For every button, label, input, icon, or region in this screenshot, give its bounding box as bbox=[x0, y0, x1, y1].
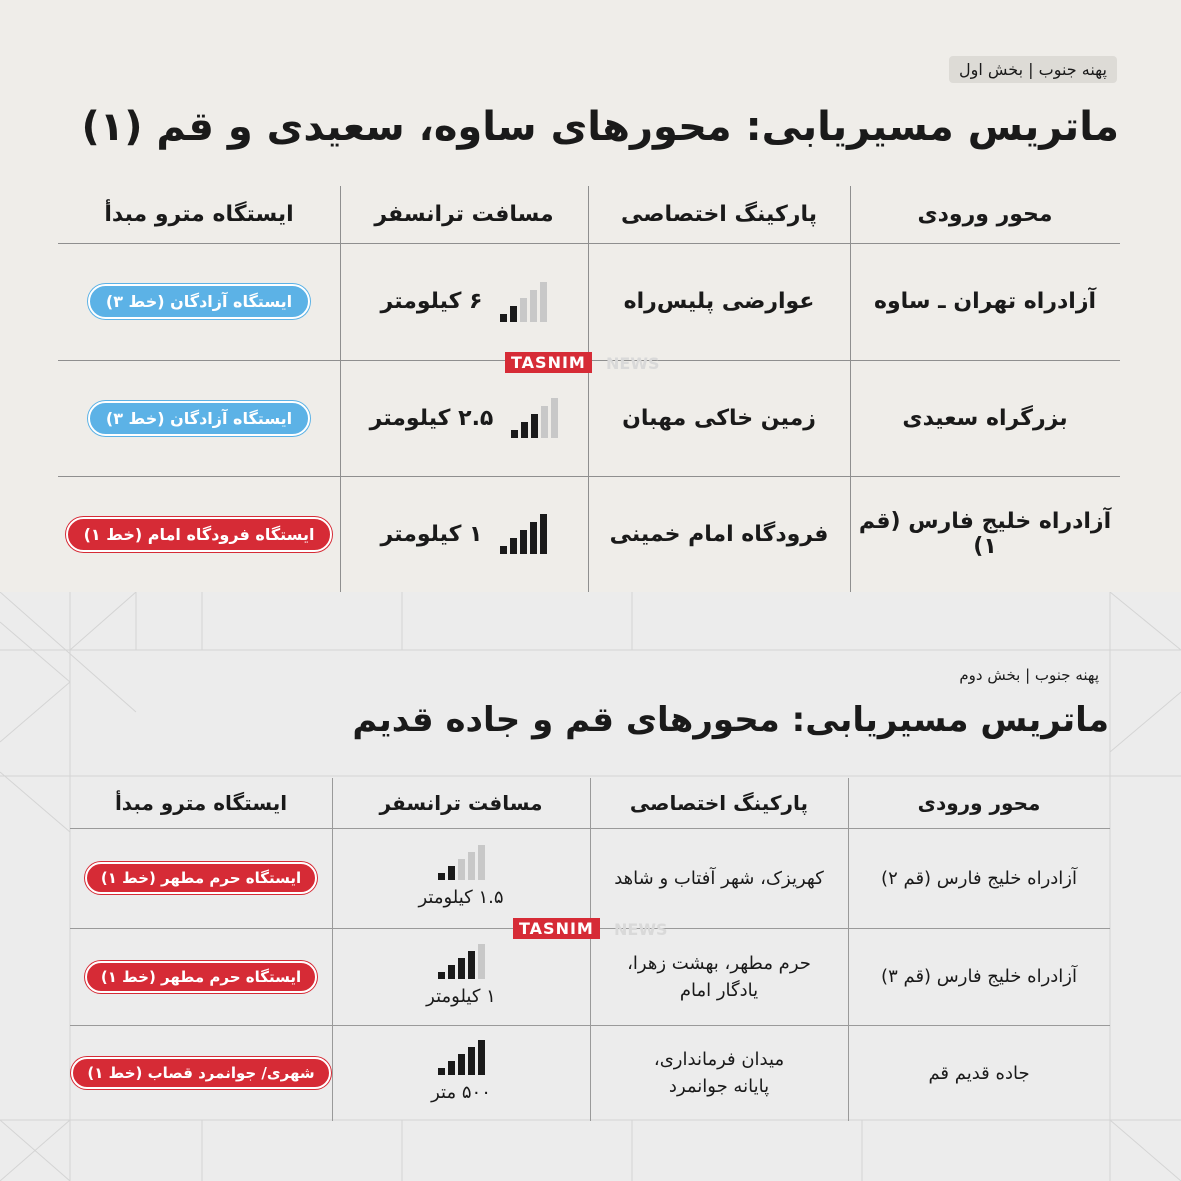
watermark-logo: TASNIM bbox=[505, 352, 592, 373]
header-axis: محور ورودی bbox=[917, 202, 1053, 227]
header-parking: پارکینگ اختصاصی bbox=[629, 791, 809, 815]
part1-tag: پهنه جنوب | بخش اول bbox=[949, 56, 1117, 83]
p2-row1-parking: کهریزک، شهر آفتاب و شاهد bbox=[614, 867, 824, 889]
p2-row1-distance-cell bbox=[332, 828, 590, 928]
row1-parking: عوارضی پلیس‌راه bbox=[623, 289, 815, 314]
signal-bars-icon bbox=[500, 282, 547, 322]
header-distance: مسافت ترانسفر bbox=[379, 791, 543, 815]
row2-axis: بزرگراه سعیدی bbox=[902, 405, 1068, 431]
p2-row3-distance: ۵۰۰ متر bbox=[431, 1082, 491, 1103]
signal-bar bbox=[438, 972, 445, 979]
p2-row3-parking-line2: پایانه جوانمرد bbox=[668, 1076, 770, 1097]
row2-station-pill: ایستگاه آزادگان (خط ۳) bbox=[88, 401, 310, 436]
p2-row3-axis: جاده قدیم قم bbox=[928, 1062, 1030, 1084]
row1-distance: ۶ کیلومتر bbox=[380, 289, 483, 314]
p2-row3-parking-cell bbox=[590, 1025, 848, 1121]
signal-bar bbox=[551, 398, 558, 438]
header-station: ایستگاه مترو مبدأ bbox=[104, 202, 294, 227]
p2-row3-station-cell bbox=[70, 1025, 332, 1121]
row3-station-cell bbox=[58, 476, 340, 592]
signal-bar bbox=[468, 852, 475, 880]
p2-row3-distance-cell bbox=[332, 1025, 590, 1121]
signal-bar bbox=[540, 514, 547, 554]
header-distance: مسافت ترانسفر bbox=[374, 202, 554, 227]
p2-row2-distance: ۱ کیلومتر bbox=[426, 985, 496, 1007]
header-station: ایستگاه مترو مبدأ bbox=[114, 791, 288, 815]
part1-title: ماتریس مسیریابی: محورهای ساوه، سعیدی و قم (۱) bbox=[81, 104, 1119, 150]
row3-parking: فرودگاه امام خمینی bbox=[609, 521, 829, 547]
row1-station-cell bbox=[58, 243, 340, 360]
part2-title: ماتریس مسیریابی: محورهای قم و جاده قدیم bbox=[352, 700, 1109, 740]
signal-bar bbox=[510, 538, 517, 554]
signal-bar bbox=[478, 1040, 485, 1075]
signal-bar bbox=[478, 845, 485, 880]
row3-station-pill: ایستگاه فرودگاه امام (خط ۱) bbox=[66, 517, 333, 552]
signal-bar bbox=[468, 951, 475, 979]
row2-parking: زمین خاکی مهبان bbox=[622, 405, 816, 431]
signal-bar bbox=[520, 530, 527, 554]
signal-bar bbox=[458, 859, 465, 880]
row3-axis: آزادراه خلیج فارس (قم ۱) bbox=[858, 509, 1112, 559]
signal-bar bbox=[510, 306, 517, 322]
row2-distance-cell bbox=[340, 360, 588, 476]
watermark-logo: TASNIM bbox=[513, 918, 600, 939]
signal-bar bbox=[520, 298, 527, 322]
p2-row2-station-cell bbox=[70, 928, 332, 1025]
signal-bar bbox=[530, 290, 537, 322]
signal-bar bbox=[438, 873, 445, 880]
signal-bar bbox=[448, 1061, 455, 1075]
signal-bar bbox=[540, 282, 547, 322]
signal-bar bbox=[531, 414, 538, 438]
row1-axis: آزادراه تهران ـ ساوه bbox=[873, 289, 1097, 314]
p2-row2-distance-cell bbox=[332, 928, 590, 1025]
row3-distance-cell bbox=[340, 476, 588, 592]
p2-row2-parking-cell bbox=[590, 928, 848, 1025]
signal-bar bbox=[500, 546, 507, 554]
part2-section bbox=[0, 592, 1181, 1181]
signal-bars-icon bbox=[438, 944, 485, 979]
signal-bar bbox=[468, 1047, 475, 1075]
signal-bars-icon bbox=[500, 514, 547, 554]
signal-bar bbox=[478, 944, 485, 979]
row3-distance: ۱ کیلومتر bbox=[380, 521, 483, 547]
p2-row2-station-pill: ایستگاه حرم مطهر (خط ۱) bbox=[85, 961, 317, 993]
p2-row1-axis: آزادراه خلیج فارس (قم ۲) bbox=[881, 867, 1077, 889]
signal-bar bbox=[500, 314, 507, 322]
signal-bar bbox=[458, 1054, 465, 1075]
signal-bars-icon bbox=[438, 1040, 485, 1075]
signal-bar bbox=[541, 406, 548, 438]
header-axis: محور ورودی bbox=[917, 791, 1041, 815]
row1-station-pill: ایستگاه آزادگان (خط ۳) bbox=[88, 284, 310, 319]
signal-bars-icon bbox=[511, 398, 558, 438]
signal-bar bbox=[448, 965, 455, 979]
p2-row3-station-pill: شهری/ جوانمرد قصاب (خط ۱) bbox=[71, 1057, 330, 1089]
p2-row1-station-cell bbox=[70, 828, 332, 928]
watermark-suffix: NEWS bbox=[614, 920, 668, 939]
row2-distance: ۲.۵ کیلومتر bbox=[369, 405, 494, 431]
signal-bar bbox=[530, 522, 537, 554]
p2-row3-parking-line1: میدان فرمانداری، bbox=[653, 1049, 785, 1070]
p2-row2-axis: آزادراه خلیج فارس (قم ۳) bbox=[881, 966, 1077, 987]
signal-bar bbox=[521, 422, 528, 438]
header-parking: پارکینگ اختصاصی bbox=[621, 202, 817, 227]
signal-bars-icon bbox=[438, 845, 485, 880]
p2-row1-distance: ۱.۵ کیلومتر bbox=[418, 887, 504, 908]
part2-table bbox=[70, 778, 1110, 1121]
row1-distance-cell bbox=[340, 243, 588, 360]
signal-bar bbox=[438, 1068, 445, 1075]
signal-bar bbox=[511, 430, 518, 438]
row2-station-cell bbox=[58, 360, 340, 476]
part1-table bbox=[58, 186, 1120, 592]
watermark-suffix: NEWS bbox=[606, 354, 660, 373]
signal-bar bbox=[448, 866, 455, 880]
signal-bar bbox=[458, 958, 465, 979]
p2-row1-station-pill: ایستگاه حرم مطهر (خط ۱) bbox=[85, 862, 317, 894]
p2-row2-parking-line1: حرم مطهر، بهشت زهرا، bbox=[627, 952, 811, 974]
p2-row2-parking-line2: یادگار امام bbox=[679, 979, 759, 1001]
part2-tag: پهنه جنوب | بخش دوم bbox=[959, 666, 1099, 684]
